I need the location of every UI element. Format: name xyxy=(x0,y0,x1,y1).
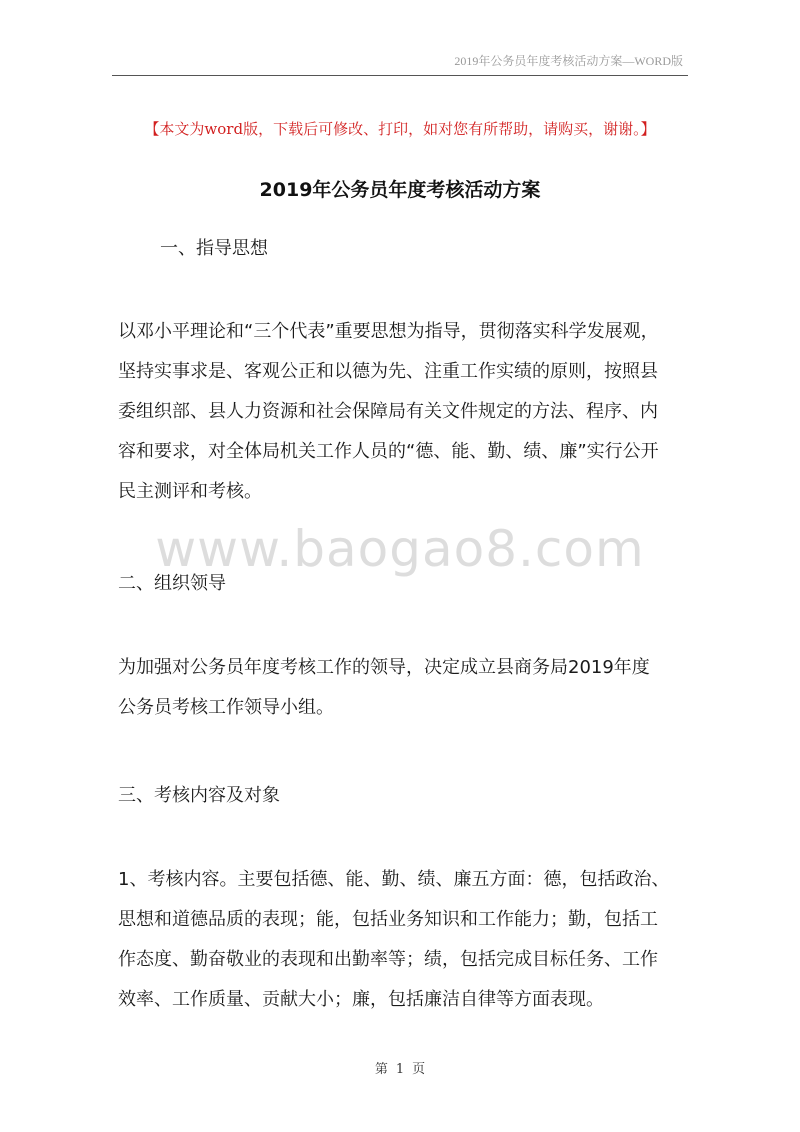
page-footer xyxy=(0,1058,800,1077)
paragraph-line: 以邓小平理论和“三个代表”重要思想为指导，贯彻落实科学发展观， xyxy=(118,321,659,342)
watermark: www.baogao8.com xyxy=(155,520,645,578)
paragraph-line: 民主测评和考核。 xyxy=(118,481,262,502)
paragraph-line: 效率、工作质量、贡献大小；廉，包括廉洁自律等方面表现。 xyxy=(118,989,604,1010)
document-title: 2019年公务员年度考核活动方案 xyxy=(259,179,541,201)
running-header: 2019年公务员年度考核活动方案—WORD版 xyxy=(454,54,683,68)
paragraph-line: 公务员考核工作领导小组。 xyxy=(118,697,334,718)
paragraph-line: 委组织部、县人力资源和社会保障局有关文件规定的方法、程序、内 xyxy=(118,401,658,422)
paragraph-line: 容和要求，对全体局机关工作人员的“德、能、勤、绩、廉”实行公开 xyxy=(118,441,659,462)
section-heading-organization xyxy=(118,564,684,604)
section-heading-guiding-thought xyxy=(160,229,726,269)
purchase-notice: 【本文为word版，下载后可修改、打印，如对您有所帮助，请购买，谢谢。】 xyxy=(144,120,656,138)
paragraph-line: 作态度、勤奋敬业的表现和出勤率等；绩，包括完成目标任务、工作 xyxy=(118,949,658,970)
heading-text: 二、组织领导 xyxy=(118,573,226,594)
paragraph-assessment-content xyxy=(118,860,684,1020)
heading-text: 三、考核内容及对象 xyxy=(118,785,280,806)
paragraph-guiding-thought xyxy=(118,312,684,512)
paragraph-line: 坚持实事求是、客观公正和以德为先、注重工作实绩的原则，按照县 xyxy=(118,361,658,382)
paragraph-line: 为加强对公务员年度考核工作的领导，决定成立县商务局2019年度 xyxy=(118,657,650,678)
footer-suffix: 页 xyxy=(412,1062,426,1077)
header-rule xyxy=(112,75,688,76)
paragraph-organization xyxy=(118,648,684,728)
heading-text: 一、指导思想 xyxy=(160,238,268,259)
paragraph-line: 思想和道德品质的表现；能，包括业务知识和工作能力；勤，包括工 xyxy=(118,909,658,930)
page-number: 1 xyxy=(395,1062,405,1077)
paragraph-line: 1、考核内容。主要包括德、能、勤、绩、廉五方面：德，包括政治、 xyxy=(118,869,670,890)
section-heading-assessment-content xyxy=(118,776,684,816)
footer-prefix: 第 xyxy=(374,1062,388,1077)
